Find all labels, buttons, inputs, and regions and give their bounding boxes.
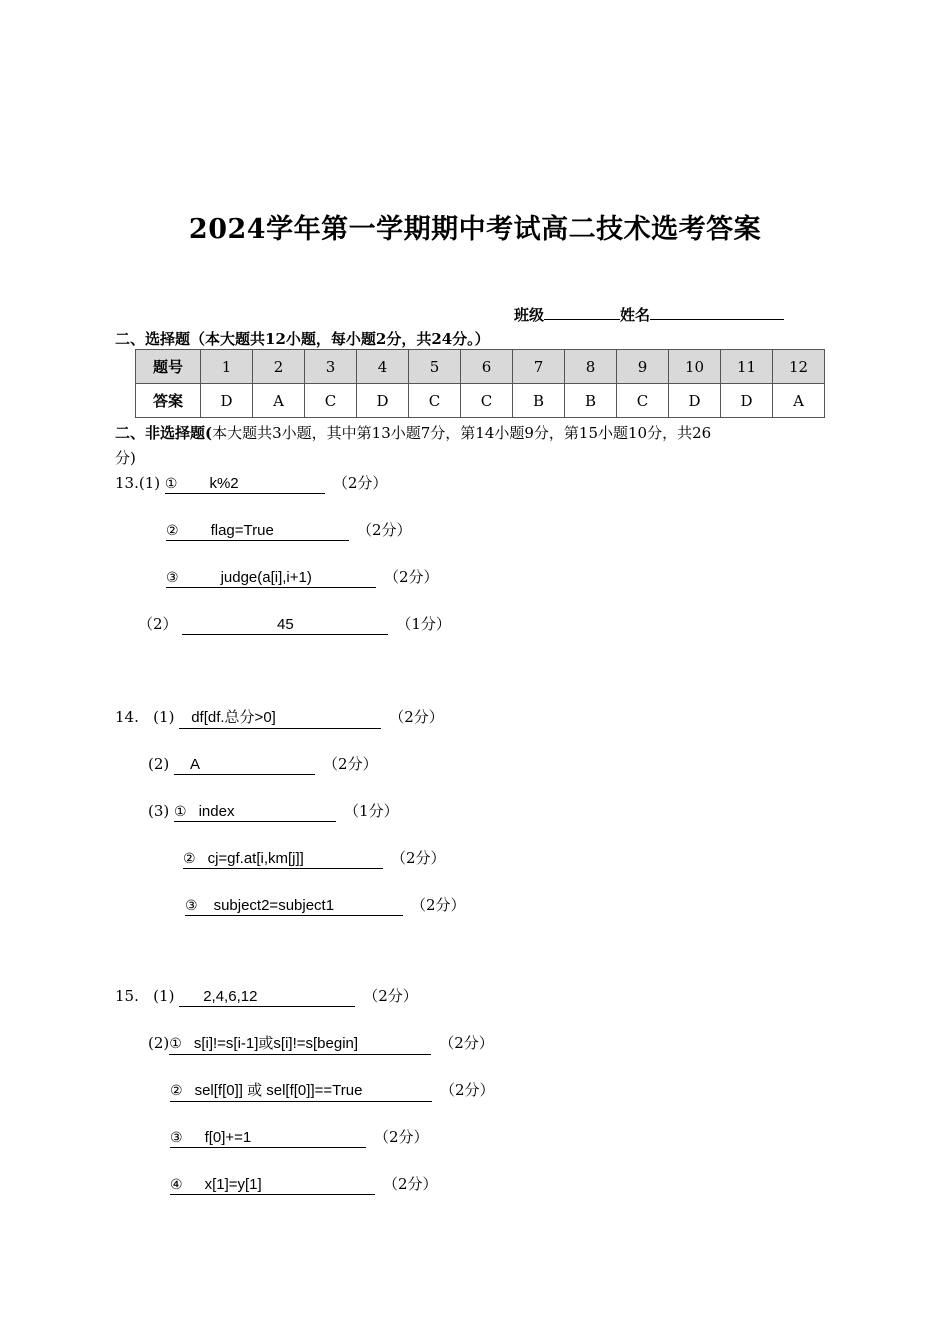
cell-number: 4 — [357, 350, 409, 384]
cell-answer: A — [253, 384, 305, 418]
page-title: 2024学年第一学期期中考试高二技术选考答案 — [188, 214, 762, 245]
q15-part2-answer1: (2)① s[i]!=s[i-1]或s[i]!=s[begin] （2分） — [148, 1032, 494, 1055]
circle-2-icon: ② — [166, 522, 179, 538]
cell-number: 7 — [513, 350, 565, 384]
row-label-number: 题号 — [136, 350, 201, 384]
cell-answer: B — [513, 384, 565, 418]
circle-3-icon: ③ — [185, 897, 198, 913]
name-label: 姓名 — [620, 306, 651, 324]
section2-heading-cont: 分) — [115, 449, 136, 467]
circle-1-icon: ① — [169, 1035, 182, 1051]
q13-part1-answer2: ② flag=True （2分） — [166, 521, 412, 539]
cell-answer: C — [305, 384, 357, 418]
cell-answer: D — [721, 384, 773, 418]
circle-2-icon: ② — [170, 1082, 183, 1098]
circle-1-icon: ① — [164, 475, 178, 491]
q15-part2-answer3: ③ f[0]+=1 （2分） — [170, 1128, 429, 1146]
cell-answer: D — [201, 384, 253, 418]
circle-1-icon: ① — [174, 803, 187, 819]
section2-heading: 二、非选择题(本大题共3小题，其中第13小题7分，第14小题9分，第15小题10分，共26 — [115, 424, 712, 442]
cell-number: 12 — [773, 350, 825, 384]
cell-number: 9 — [617, 350, 669, 384]
table-row-numbers — [136, 350, 825, 384]
q14-part3-answer3: ③ subject2=subject1 （2分） — [185, 896, 466, 914]
q13-part2-answer: （2） 45 （1分） — [138, 615, 451, 633]
cell-number: 1 — [201, 350, 253, 384]
q15-part2-answer2: ② sel[f[0]] 或 sel[f[0]]==True （2分） — [170, 1079, 495, 1102]
cell-answer: C — [461, 384, 513, 418]
cell-number: 11 — [721, 350, 773, 384]
class-label: 班级 — [514, 306, 545, 324]
cell-answer: C — [617, 384, 669, 418]
section1-heading: 二、选择题（本大题共12小题，每小题2分，共24分。） — [115, 330, 490, 348]
table-row-answers — [136, 384, 825, 418]
cell-number: 8 — [565, 350, 617, 384]
q15-part2-answer4: ④ x[1]=y[1] （2分） — [170, 1175, 438, 1193]
class-name-line — [514, 303, 784, 325]
cell-answer: D — [669, 384, 721, 418]
q13-part1-answer3: ③ judge(a[i],i+1) （2分） — [166, 568, 439, 586]
cell-answer: A — [773, 384, 825, 418]
circle-2-icon: ② — [183, 850, 196, 866]
name-blank — [650, 303, 784, 320]
cell-number: 10 — [669, 350, 721, 384]
q14-part3-answer2: ② cj=gf.at[i,km[j]] （2分） — [183, 849, 446, 867]
q14-part1-answer: 14. (1) df[df.总分>0] （2分） — [115, 706, 444, 729]
cell-answer: B — [565, 384, 617, 418]
circle-3-icon: ③ — [166, 569, 179, 585]
class-blank — [544, 303, 620, 320]
cell-number: 5 — [409, 350, 461, 384]
circle-4-icon: ④ — [170, 1176, 183, 1192]
q14-part3-answer1: (3) ① index （1分） — [148, 802, 399, 820]
cell-answer: C — [409, 384, 461, 418]
cell-number: 2 — [253, 350, 305, 384]
cell-number: 3 — [305, 350, 357, 384]
q14-part2-answer: (2) A （2分） — [148, 755, 378, 773]
row-label-answer: 答案 — [136, 384, 201, 418]
cell-number: 6 — [461, 350, 513, 384]
q15-part1-answer: 15. (1) 2,4,6,12 （2分） — [115, 987, 418, 1005]
q13-part1-answer1: 13.(1) ① k%2 （2分） — [115, 474, 388, 492]
circle-3-icon: ③ — [170, 1129, 183, 1145]
answer-table — [135, 349, 825, 418]
cell-answer: D — [357, 384, 409, 418]
